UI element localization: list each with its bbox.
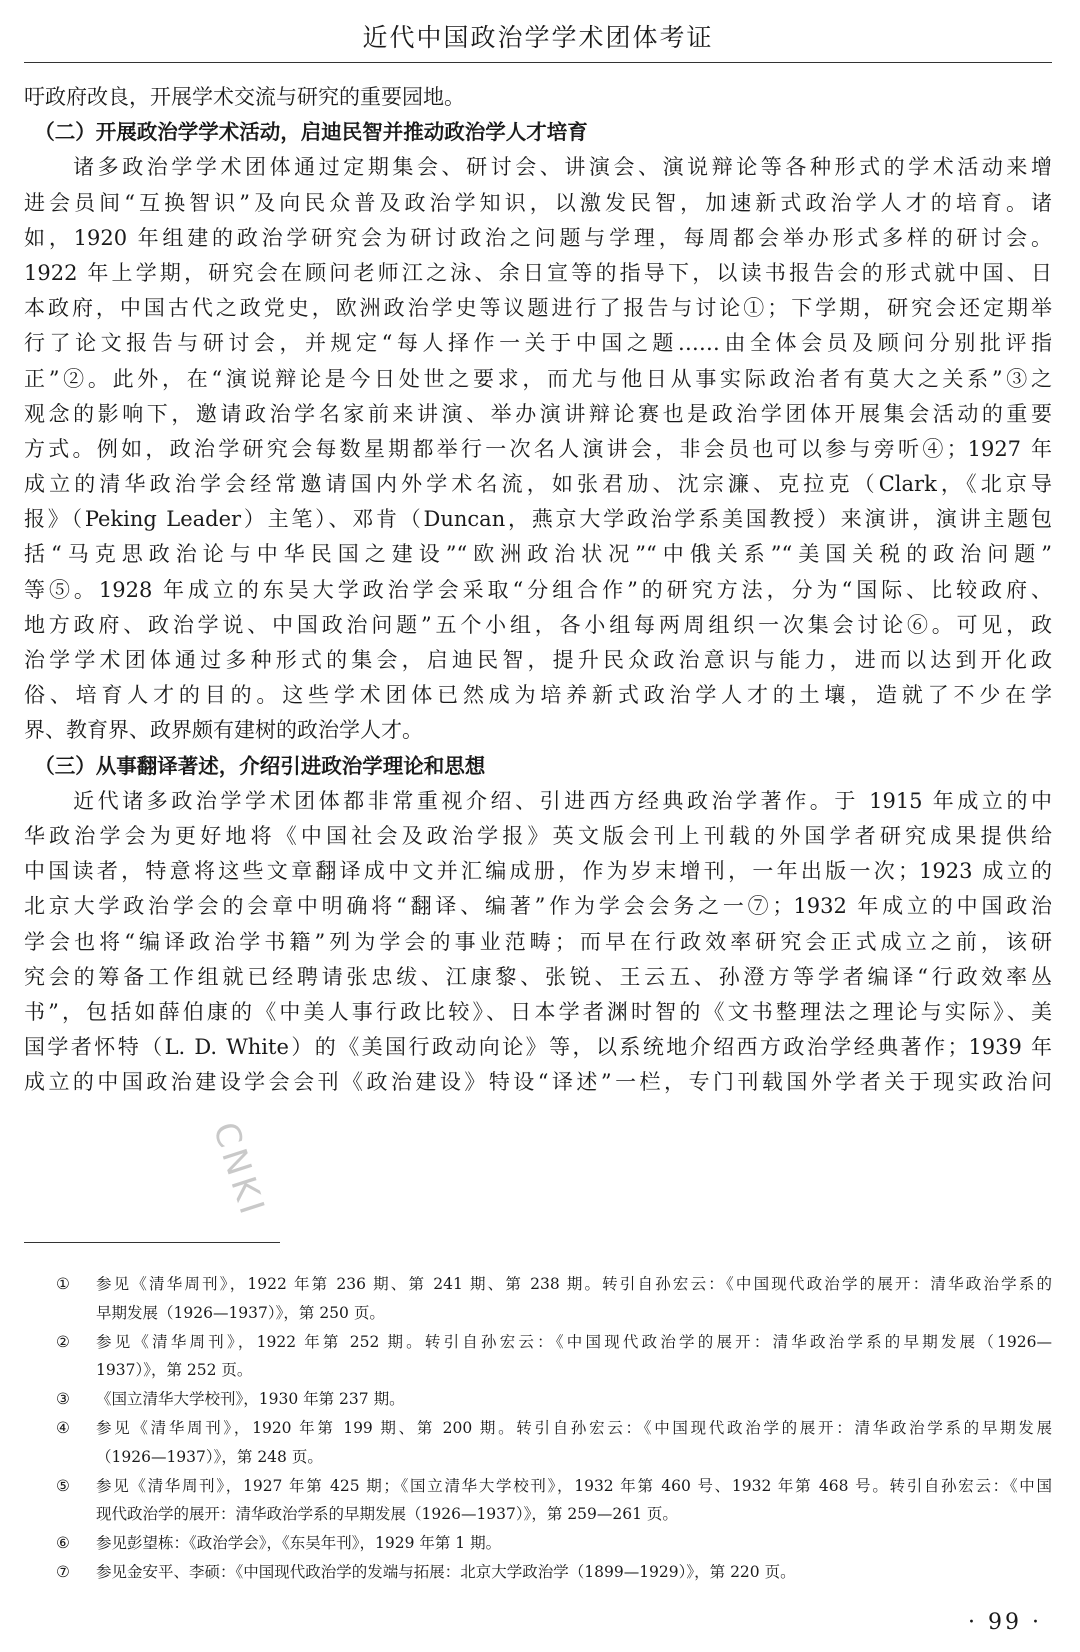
footnote-number: ⑦: [56, 1562, 70, 1581]
footnotes: [56, 1270, 1052, 1587]
text-line: 北京大学政治学会的会章中明确将“翻译、编著”作为学会会务之一⑦；1932 年成立的中国政治: [24, 894, 1052, 919]
footnote-line: [56, 1443, 1052, 1472]
text-line: 近代诸多政治学学术团体都非常重视介绍、引进西方经典政治学著作。于 1915 年成立的中: [24, 788, 1052, 813]
footnote-text: 参见彭望栋：《政治学会》，《东吴年刊》，1929 年第 1 期。: [96, 1534, 502, 1553]
text-line: 括“马克思政治论与中华民国之建设”“欧洲政治状况”“中俄关系”“美国关税的政治问题”: [24, 542, 1052, 567]
page-number: · 99 ·: [968, 1610, 1042, 1635]
text-line: 究会的筹备工作组就已经聘请张忠绂、江康黎、张锐、王云五、孙澄方等学者编译“行政效率丛: [24, 964, 1052, 989]
footnote-text: 参见金安平、李硕：《中国现代政治学的发端与拓展：北京大学政治学（1899—1929）》，第 220 页。: [96, 1562, 796, 1581]
footnote-text: （1926—1937）》，第 248 页。: [96, 1447, 323, 1466]
text-line: 诸多政治学学术团体通过定期集会、研讨会、讲演会、演说辩论等各种形式的学术活动来增: [24, 155, 1052, 180]
footnote-text: 参见《清华周刊》，1920 年第 199 期、第 200 期。转引自孙宏云：《中国现代政治学的展开：清华政治学系的早期发展: [96, 1418, 1052, 1437]
text-line: 成立的中国政治建设学会会刊《政治建设》特设“译述”一栏，专门刊载国外学者关于现实政治问: [24, 1070, 1052, 1095]
journal-title: 近代中国政治学学术团体考证: [362, 23, 714, 52]
text-line: 等⑤。1928 年成立的东吴大学政治学会采取“分组合作”的研究方法，分为“国际、比较政府、: [24, 577, 1052, 602]
footnote-number: ⑥: [56, 1534, 70, 1553]
footnote-number: ③: [56, 1390, 70, 1409]
footnote-number: ⑤: [56, 1476, 70, 1495]
footnote-number: ④: [56, 1418, 70, 1437]
footnote-text: 现代政治学的展开：清华政治学系的早期发展（1926—1937）》，第 259—261 页。: [96, 1505, 678, 1524]
text-line: 俗、培育人才的目的。这些学术团体已然成为培养新式政治学人才的土壤，造就了不少在学: [24, 683, 1052, 708]
footnote-text: 参见《清华周刊》，1922 年第 236 期、第 241 期、第 238 期。转引自孙宏云：《中国现代政治学的展开：清华政治学系的: [96, 1275, 1052, 1293]
text-line: 方式。例如，政治学研究会每数星期都举行一次名人演讲会，非会员也可以参与旁听④；1927 年: [24, 436, 1052, 461]
text-line: 界、教育界、政界颇有建树的政治学人才。: [24, 718, 423, 743]
footnote-line: [56, 1414, 1052, 1443]
footnote-text: 参见《清华周刊》，1922 年第 252 期。转引自孙宏云：《中国现代政治学的展开：清华政治学系的早期发展（1926—: [96, 1332, 1052, 1351]
footnote-text: 1937）》，第 252 页。: [96, 1361, 253, 1380]
footnote-line: [56, 1558, 1052, 1587]
text-line: 行了论文报告与研讨会，并规定“每人择作一关于中国之题……由全体会员及顾问分别批评指: [24, 331, 1052, 356]
footnote-text: 早期发展（1926—1937）》，第 250 页。: [96, 1303, 385, 1322]
text-line: 报》（Peking Leader）主笔）、邓肯（Duncan，燕京大学政治学系美国教授）来演讲，演讲主题包: [24, 507, 1052, 532]
text-line: 成立的清华政治学会经常邀请国内外学术名流，如张君劢、沈宗濂、克拉克（Clark，《北京导: [24, 472, 1052, 497]
section-heading: （三）从事翻译著述，介绍引进政治学理论和思想: [24, 753, 486, 778]
footnote-line: [56, 1385, 1052, 1414]
text-line: 地方政府、政治学说、中国政治问题”五个小组，各小组每两周组织一次集会讨论⑥。可见，政: [24, 612, 1052, 637]
footnote-text: 参见《清华周刊》，1927 年第 425 期；《国立清华大学校刊》，1932 年第 460 号、1932 年第 468 号。转引自孙宏云：《中国: [96, 1476, 1052, 1495]
text-line: 中国读者，特意将这些文章翻译成中文并汇编成册，作为岁末增刊，一年出版一次；1923 成立的: [24, 859, 1052, 884]
text-line: 观念的影响下，邀请政治学名家前来讲演、举办演讲辩论赛也是政治学团体开展集会活动的重要: [24, 401, 1052, 426]
text-line: 华政治学会为更好地将《中国社会及政治学报》英文版会刊上刊载的外国学者研究成果提供给: [24, 823, 1052, 848]
section-heading: （二）开展政治学学术活动，启迪民智并推动政治学人才培育: [24, 120, 588, 145]
footnote-line: [56, 1299, 1052, 1328]
footnote-line: [56, 1472, 1052, 1501]
text-line: 正”②。此外，在“演说辩论是今日处世之要求，而尤与他日从事实际政治者有莫大之关系”③之: [24, 366, 1052, 391]
text-line: 国学者怀特（L. D. White）的《美国行政动向论》等，以系统地介绍西方政治学经典著作；1939 年: [24, 1035, 1052, 1060]
footnote-rule: [24, 1242, 280, 1243]
footnote-text: 《国立清华大学校刊》，1930 年第 237 期。: [96, 1390, 405, 1409]
footnote-line: [56, 1356, 1052, 1385]
footnote-line: [56, 1500, 1052, 1529]
footnote-line: [56, 1529, 1052, 1558]
text-line: 如，1920 年组建的政治学研究会为研讨政治之问题与学理，每周都会举办形式多样的研讨会。: [24, 225, 1052, 250]
footnote-number: ②: [56, 1332, 70, 1351]
footnote-line: [56, 1270, 1052, 1299]
body-text: [24, 80, 1052, 1100]
text-line: 治学学术团体通过多种形式的集会，启迪民智，提升民众政治意识与能力，进而以达到开化政: [24, 648, 1052, 672]
text-line: 1922 年上学期，研究会在顾问老师江之泳、余日宣等的指导下，以读书报告会的形式就中国、日: [24, 260, 1052, 285]
running-header: [24, 0, 1052, 63]
text-line: 进会员间“互换智识”及向民众普及政治学知识，以激发民智，加速新式政治学人才的培育。诸: [24, 190, 1052, 215]
text-line: 学会也将“编译政治学书籍”列为学会的事业范畴；而早在行政效率研究会正式成立之前，该研: [24, 929, 1052, 954]
footnote-number: ①: [56, 1275, 70, 1293]
footnote-line: [56, 1328, 1052, 1357]
text-line: 书”，包括如薛伯康的《中美人事行政比较》、日本学者渊时智的《文书整理法之理论与实际》、美: [24, 999, 1052, 1024]
watermark: CNKI: [204, 1117, 273, 1223]
text-line: 吁政府改良，开展学术交流与研究的重要园地。: [24, 85, 465, 109]
text-line: 本政府，中国古代之政党史，欧洲政治学史等议题进行了报告与讨论①；下学期，研究会还定期举: [24, 296, 1052, 321]
